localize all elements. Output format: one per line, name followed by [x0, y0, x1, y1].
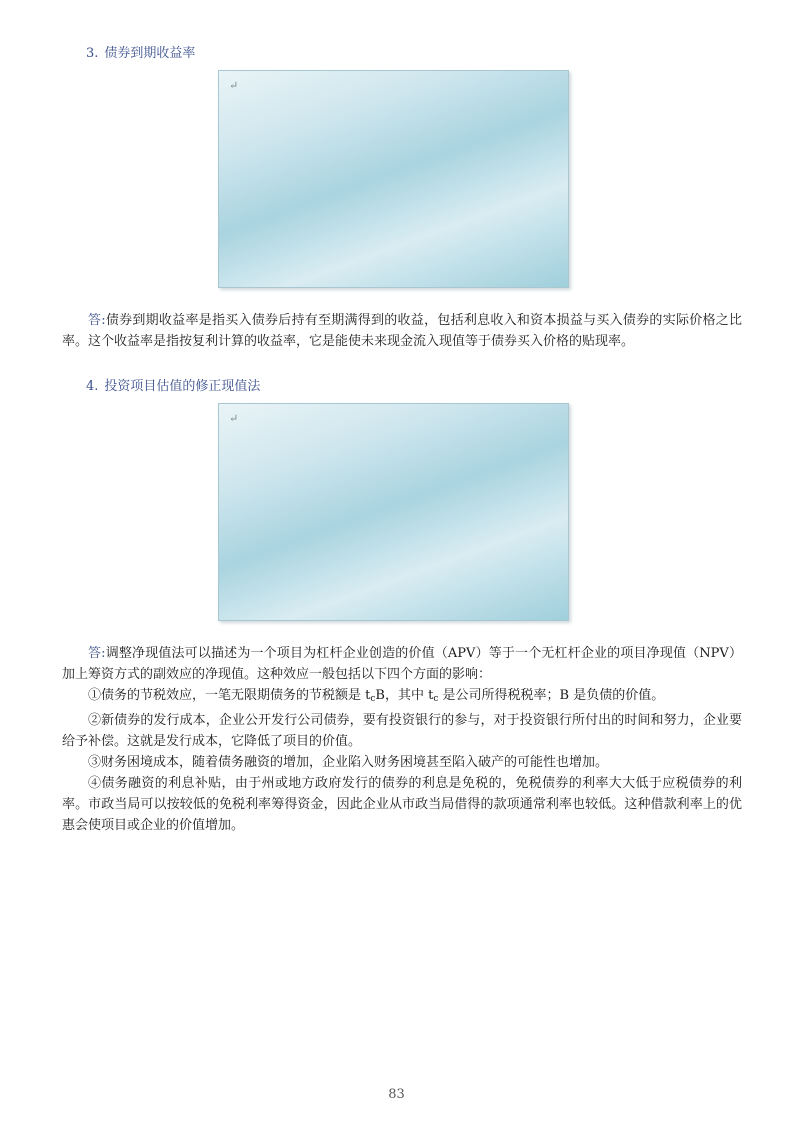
answer-label: 答: [88, 313, 106, 328]
paragraph-mark-icon: ↵ [229, 79, 239, 92]
section-3-heading [86, 42, 195, 61]
list-item-1-part-a: ①债务的节税效应，一笔无限期债务的节税额是 t [88, 688, 371, 703]
section-3-image-placeholder [218, 70, 569, 288]
list-item-3: ③财务困境成本，随着债务融资的增加，企业陷入财务困境甚至陷入破产的可能性也增加。 [88, 755, 609, 770]
list-item-1-part-c: 是公司所得税税率；B 是负债的价值。 [438, 688, 665, 703]
section-4-number: 4. [86, 379, 99, 394]
subscript-c: c [370, 694, 376, 704]
section-3-title: 债券到期收益率 [104, 46, 196, 61]
list-item-2: ②新债券的发行成本，企业公开发行公司债券，要有投资银行的参与，对于投资银行所付出的时间和努力，企业要给予补偿。这就是发行成本，它降低了项目的价值。 [62, 713, 742, 749]
section-4-answer [62, 643, 742, 685]
list-item-1 [62, 685, 742, 710]
answer-text: 调整净现值法可以描述为一个项目为杠杆企业创造的价值（APV）等于一个无杠杆企业的项目净现值（NPV）加上筹资方式的副效应的净现值。这种效应一般包括以下四个方面的影响： [62, 646, 742, 682]
page-number: 83 [388, 1087, 405, 1102]
answer-text: 债券到期收益率是指买入债券后持有至期满得到的收益，包括利息收入和资本损益与买入债券的实际价格之比率。这个收益率是指按复利计算的收益率，它是能使未来现金流入现值等于债券买入价格的贴现率。 [62, 313, 742, 349]
answer-label: 答: [88, 646, 106, 661]
list-item-1-part-b: B，其中 t [375, 688, 434, 703]
section-4-image-placeholder [218, 403, 569, 621]
section-3-answer [62, 310, 742, 352]
section-3-number: 3. [86, 46, 99, 61]
section-4-answer-block [62, 643, 742, 836]
paragraph-mark-icon: ↵ [229, 412, 239, 425]
list-item-4: ④债务融资的利息补贴，由于州或地方政府发行的债券的利息是免税的，免税债券的利率大大低于应税债券的利率。市政当局可以按较低的免税利率筹得资金，因此企业从市政当局借得的款项通常利率也较低。这种借款利率上的优惠会使项目或企业的价值增加。 [62, 776, 742, 833]
section-4-title: 投资项目估值的修正现值法 [104, 379, 261, 394]
section-4-heading [86, 375, 260, 394]
subscript-c: c [433, 694, 439, 704]
